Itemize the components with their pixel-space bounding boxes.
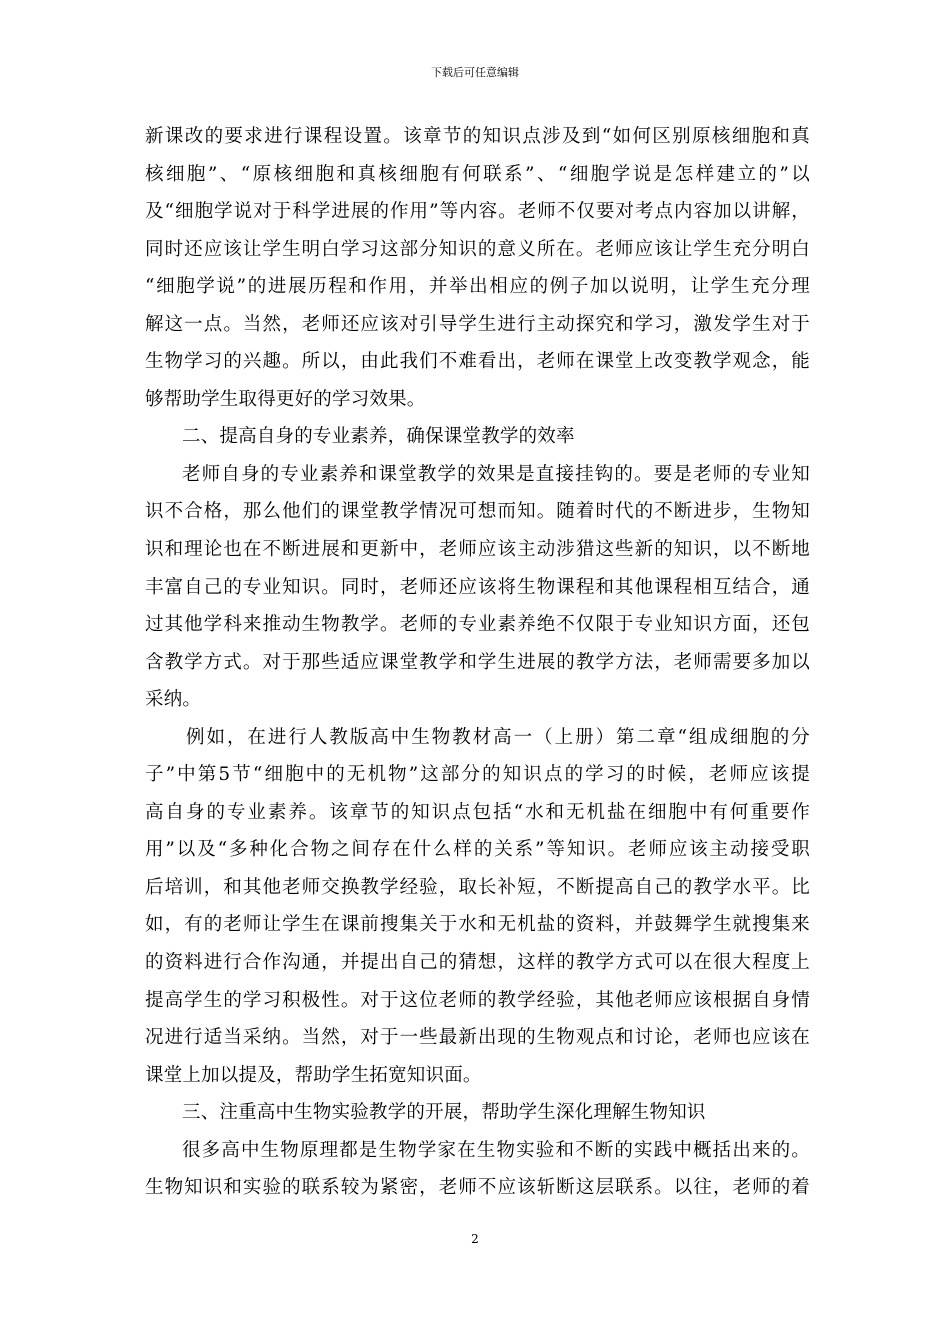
page-number: 2: [471, 1232, 479, 1246]
text-line: 子”中第5节“细胞中的无机物”这部分的知识点的学习的时候，老师应该提: [145, 764, 810, 786]
text-line: 如，有的老师让学生在课前搜集关于水和无机盐的资料，并鼓舞学生就搜集来: [145, 914, 810, 936]
text-line: 识不合格，那么他们的课堂教学情况可想而知。随着时代的不断进步，生物知: [145, 501, 810, 523]
text-line: 例如，在进行人教版高中生物教材高一（上册）第二章“组成细胞的分: [186, 726, 810, 748]
text-line: 用”以及“多种化合物之间存在什么样的关系”等知识。老师应该主动接受职: [145, 839, 810, 861]
text-line: “细胞学说”的进展历程和作用，并举出相应的例子加以说明，让学生充分理: [145, 276, 810, 298]
text-line: 后培训，和其他老师交换教学经验，取长补短，不断提高自己的教学水平。比: [145, 876, 810, 898]
page-header: 下载后可任意编辑: [431, 66, 519, 79]
text-line: 老师自身的专业素养和课堂教学的效果是直接挂钩的。要是老师的专业知: [182, 463, 810, 485]
text-line: 过其他学科来推动生物教学。老师的专业素养绝不仅限于专业知识方面，还包: [145, 614, 810, 636]
text-line: 生物学习的兴趣。所以，由此我们不难看出，老师在课堂上改变教学观念，能: [145, 351, 810, 373]
section-heading: 三、注重高中生物实验教学的开展，帮助学生深化理解生物知识: [182, 1102, 706, 1124]
text-line: 况进行适当采纳。当然，对于一些最新出现的生物观点和讨论，老师也应该在: [145, 1027, 810, 1049]
text-line: 同时还应该让学生明白学习这部分知识的意义所在。老师应该让学生充分明白: [145, 238, 810, 260]
text-line: 高自身的专业素养。该章节的知识点包括“水和无机盐在细胞中有何重要作: [145, 801, 810, 823]
text-line: 识和理论也在不断进展和更新中，老师应该主动涉猎这些新的知识，以不断地: [145, 539, 810, 561]
text-line: 课堂上加以提及，帮助学生拓宽知识面。: [145, 1064, 482, 1086]
section-heading: 二、提高自身的专业素养，确保课堂教学的效率: [182, 426, 575, 448]
text-line: 的资料进行合作沟通，并提出自己的猜想，这样的教学方式可以在很大程度上: [145, 952, 810, 974]
text-line: 很多高中生物原理都是生物学家在生物实验和不断的实践中概括出来的。: [182, 1139, 810, 1161]
text-line: 及“细胞学说对于科学进展的作用”等内容。老师不仅要对考点内容加以讲解，: [145, 201, 810, 223]
text-line: 提高学生的学习积极性。对于这位老师的教学经验，其他老师应该根据自身情: [145, 989, 810, 1011]
text-line: 核细胞”、“原核细胞和真核细胞有何联系”、“细胞学说是怎样建立的”以: [145, 163, 810, 185]
text-line: 够帮助学生取得更好的学习效果。: [145, 388, 426, 410]
text-line: 解这一点。当然，老师还应该对引导学生进行主动探究和学习，激发学生对于: [145, 313, 810, 335]
text-line: 丰富自己的专业知识。同时，老师还应该将生物课程和其他课程相互结合，通: [145, 576, 810, 598]
text-line: 新课改的要求进行课程设置。该章节的知识点涉及到“如何区别原核细胞和真: [145, 126, 810, 147]
text-line: 含教学方式。对于那些适应课堂教学和学生进展的教学方法，老师需要多加以: [145, 651, 810, 673]
text-line: 采纳。: [145, 689, 202, 711]
document-body: [145, 118, 810, 1207]
text-line: 生物知识和实验的联系较为紧密，老师不应该斩断这层联系。以往，老师的着: [145, 1177, 810, 1199]
